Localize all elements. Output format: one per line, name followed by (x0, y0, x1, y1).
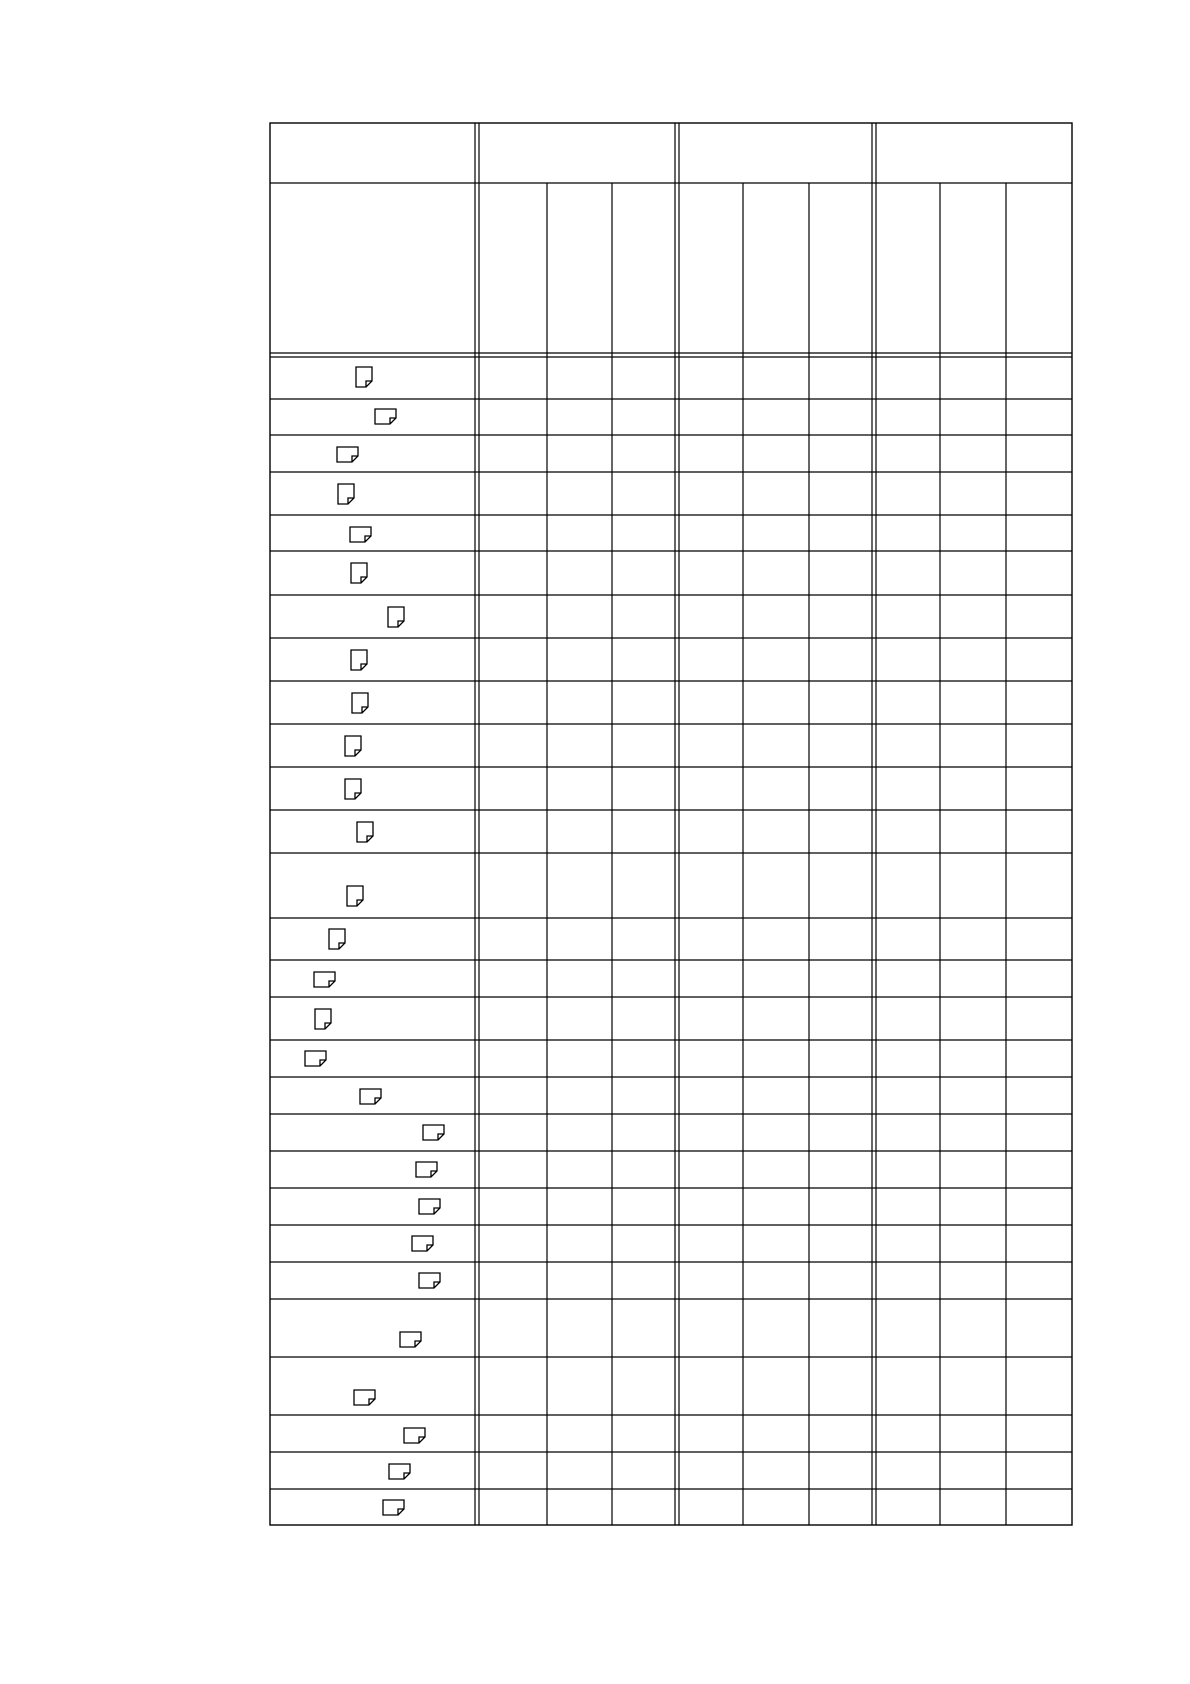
landscape-page-icon (375, 409, 396, 424)
portrait-page-icon (315, 1009, 331, 1029)
portrait-page-icon (351, 650, 367, 670)
portrait-page-icon (338, 484, 354, 504)
table-border (270, 123, 1072, 1525)
landscape-page-icon (350, 527, 371, 542)
table-grid (270, 123, 1072, 1525)
landscape-page-icon (389, 1464, 410, 1479)
portrait-page-icon (329, 929, 345, 949)
portrait-page-icon (357, 822, 373, 842)
landscape-page-icon (419, 1273, 440, 1288)
portrait-page-icon (351, 563, 367, 583)
landscape-page-icon (419, 1199, 440, 1214)
landscape-page-icon (354, 1390, 375, 1405)
landscape-page-icon (412, 1236, 433, 1251)
landscape-page-icon (337, 447, 358, 462)
landscape-page-icon (404, 1428, 425, 1443)
landscape-page-icon (400, 1332, 421, 1347)
landscape-page-icon (305, 1051, 326, 1066)
landscape-page-icon (314, 972, 335, 987)
portrait-page-icon (345, 779, 361, 799)
portrait-page-icon (347, 886, 363, 906)
landscape-page-icon (423, 1125, 444, 1140)
landscape-page-icon (383, 1500, 404, 1515)
portrait-page-icon (345, 736, 361, 756)
portrait-page-icon (352, 693, 368, 713)
landscape-page-icon (360, 1089, 381, 1104)
portrait-page-icon (356, 367, 372, 387)
landscape-page-icon (416, 1162, 437, 1177)
portrait-page-icon (388, 607, 404, 627)
row-icons (305, 367, 444, 1515)
